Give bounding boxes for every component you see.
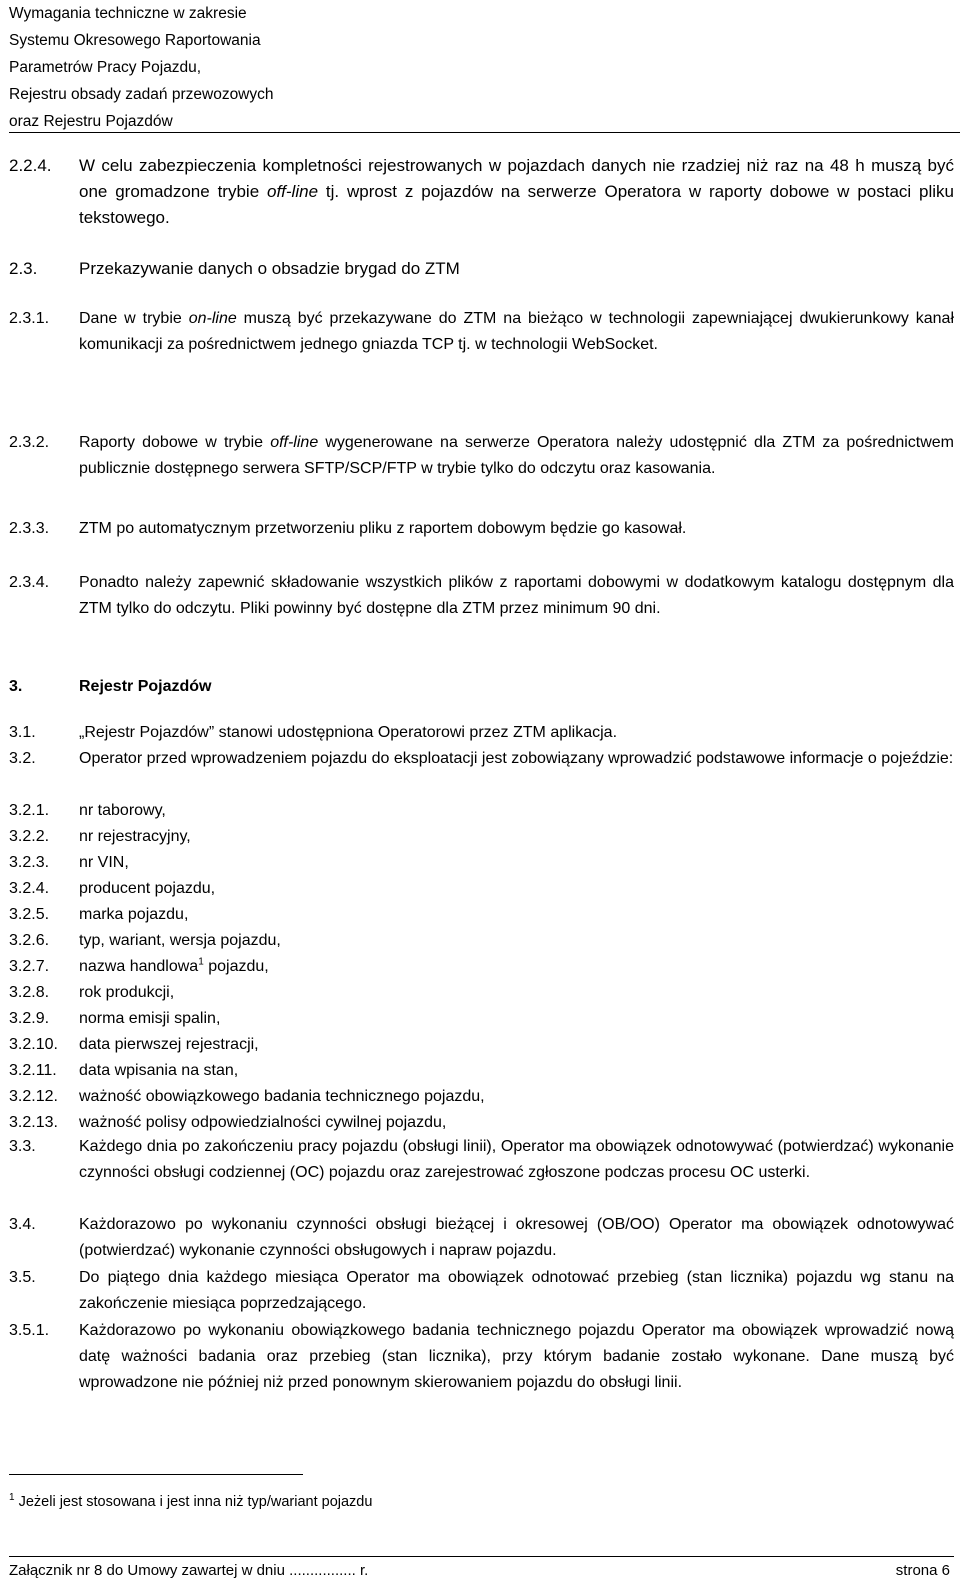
paragraph-text: Raporty dobowe w trybie <box>79 434 271 451</box>
list-item-text: typ, wariant, wersja pojazdu, <box>79 932 281 949</box>
list-item-number: 3.2.8. <box>9 984 50 1001</box>
header-line: Parametrów Pracy Pojazdu, <box>9 59 202 76</box>
section-heading-3 <box>9 674 954 700</box>
paragraph-text: Operator przed wprowadzeniem pojazdu do eksploatacji jest zobowiązany wprowadzić podstawowe informacje o pojeździe: <box>79 750 954 767</box>
list-item-text: producent pojazdu, <box>79 880 216 897</box>
page-number: strona 6 <box>895 1562 950 1579</box>
paragraph-number: 3.4. <box>9 1216 36 1233</box>
list-item-number: 3.2.2. <box>9 828 50 845</box>
paragraph-2-3-3 <box>9 516 954 542</box>
list-item-number: 3.2.10. <box>9 1036 58 1053</box>
list-item-text: data wpisania na stan, <box>79 1062 239 1079</box>
vehicle-info-list <box>9 798 954 1136</box>
header-line: Systemu Okresowego Raportowania <box>9 32 261 49</box>
section-title: Przekazywanie danych o obsadzie brygad do ZTM <box>79 259 460 278</box>
paragraph-emphasis: on-line <box>188 310 237 327</box>
list-item <box>9 928 954 954</box>
paragraph-text: tj. wprost z pojazdów na serwerze Operatora w raporty dobowe w postaci pliku tekstowego. <box>79 182 954 227</box>
paragraph-2-3-2 <box>9 430 954 482</box>
list-item <box>9 850 954 876</box>
list-item-text: ważność polisy odpowiedzialności cywilnej pojazdu, <box>79 1114 447 1131</box>
list-item-number: 3.2.4. <box>9 880 50 897</box>
paragraph-number: 3.5.1. <box>9 1322 50 1339</box>
paragraph-text: Każdorazowo po wykonaniu czynności obsługi bieżącej i okresowej (OB/OO) Operator ma obowiązek odnotowywać (potwierdzać) wykonanie czynności obsługowych i napraw pojazdu. <box>79 1216 954 1259</box>
header-divider <box>9 132 960 133</box>
paragraph-number: 3.5. <box>9 1269 36 1286</box>
list-item-text: ważność obowiązkowego badania technicznego pojazdu, <box>79 1088 485 1105</box>
list-item <box>9 876 954 902</box>
list-item-number: 3.2.1. <box>9 802 50 819</box>
list-item-number: 3.2.6. <box>9 932 50 949</box>
section-number: 2.3. <box>9 259 38 278</box>
list-item <box>9 1032 954 1058</box>
paragraph-number: 2.2.4. <box>9 156 52 175</box>
paragraph-number: 2.3.3. <box>9 520 50 537</box>
list-item-text: nr taborowy, <box>79 802 166 819</box>
footnote-reference: 1 <box>198 956 204 968</box>
header-line: Wymagania techniczne w zakresie <box>9 5 247 22</box>
paragraph-text: Każdorazowo po wykonaniu obowiązkowego badania technicznego pojazdu Operator ma obowiązek wprowadzić nową datę ważności badania oraz przebieg (stan licznika), przy którym badanie zostało wykonane. Dane muszą być wprowadzone nie później niż przed ponownym skierowaniem pojazdu do obsługi linii. <box>79 1322 954 1391</box>
section-title: Rejestr Pojazdów <box>79 678 212 695</box>
footnote-divider <box>9 1474 303 1475</box>
document-header <box>9 0 274 135</box>
list-item <box>9 954 954 980</box>
list-item-text: pojazdu, <box>203 958 269 975</box>
paragraph-3-4 <box>9 1212 954 1264</box>
list-item-number: 3.2.11. <box>9 1062 57 1079</box>
footnote <box>9 1492 372 1512</box>
paragraph-text: Ponadto należy zapewnić składowanie wszystkich plików z raportami dobowymi w dodatkowym katalogu dostępnym dla ZTM tylko do odczytu. Pliki powinny być dostępne dla ZTM przez minimum 90 dni. <box>79 574 954 617</box>
paragraph-3-5 <box>9 1265 954 1317</box>
list-item-text: nr rejestracyjny, <box>79 828 191 845</box>
header-line: Rejestru obsady zadań przewozowych <box>9 86 274 103</box>
section-number: 3. <box>9 678 23 695</box>
list-item-number: 3.2.13. <box>9 1114 58 1131</box>
paragraph-text: W celu zabezpieczenia kompletności rejestrowanych w pojazdach danych nie rzadziej niż raz na 48 h muszą być one gromadzone trybie <box>79 156 954 201</box>
paragraph-text: Do piątego dnia każdego miesiąca Operator ma obowiązek odnotować przebieg (stan licznika) pojazdu wg stanu na zakończenie miesiąca poprzedzającego. <box>79 1269 954 1312</box>
list-item-number: 3.2.7. <box>9 958 50 975</box>
footnote-text: Jeżeli jest stosowana i jest inna niż typ/wariant pojazdu <box>14 1494 373 1510</box>
paragraph-number: 3.2. <box>9 750 36 767</box>
paragraph-number: 2.3.4. <box>9 574 50 591</box>
paragraph-2-3-4 <box>9 570 954 622</box>
list-item <box>9 1058 954 1084</box>
paragraph-text: ZTM po automatycznym przetworzeniu pliku z raportem dobowym będzie go kasował. <box>79 520 687 537</box>
list-item-number: 3.2.3. <box>9 854 50 871</box>
list-item-text: marka pojazdu, <box>79 906 189 923</box>
list-item-number: 3.2.5. <box>9 906 50 923</box>
paragraph-3-1 <box>9 720 954 746</box>
list-item-text: nazwa handlowa <box>79 958 199 975</box>
paragraph-emphasis: off-line <box>270 434 319 451</box>
list-item <box>9 824 954 850</box>
footer-attachment-note: Załącznik nr 8 do Umowy zawartej w dniu ................ r. <box>9 1562 369 1579</box>
list-item-text: data pierwszej rejestracji, <box>79 1036 259 1053</box>
paragraph-number: 2.3.1. <box>9 310 50 327</box>
paragraph-text: wygenerowane na serwerze Operatora należy udostępnić dla ZTM za pośrednictwem publicznie dostępnego serwera SFTP/SCP/FTP w trybie tylko do odczytu oraz kasowania. <box>79 434 955 477</box>
paragraph-emphasis: off-line <box>267 182 319 201</box>
section-heading-2-3 <box>9 256 954 282</box>
paragraph-text: muszą być przekazywane do ZTM na bieżąco w technologii zapewniającej dwukierunkowy kanał komunikacji za pośrednictwem jednego gniazda TCP tj. w technologii WebSocket. <box>79 310 955 353</box>
paragraph-number: 3.3. <box>9 1138 36 1155</box>
list-item-number: 3.2.12. <box>9 1088 58 1105</box>
paragraph-text: „Rejestr Pojazdów” stanowi udostępniona Operatorowi przez ZTM aplikacja. <box>79 724 618 741</box>
list-item <box>9 980 954 1006</box>
list-item <box>9 1084 954 1110</box>
list-item <box>9 1110 954 1136</box>
footnote-mark: 1 <box>9 1492 15 1504</box>
list-item-text: norma emisji spalin, <box>79 1010 221 1027</box>
paragraph-text: Dane w trybie <box>79 310 189 327</box>
paragraph-3-3 <box>9 1134 954 1186</box>
paragraph-2-2-4 <box>9 153 954 231</box>
list-item-number: 3.2.9. <box>9 1010 50 1027</box>
paragraph-number: 2.3.2. <box>9 434 50 451</box>
footer-divider <box>9 1556 954 1557</box>
paragraph-number: 3.1. <box>9 724 36 741</box>
paragraph-3-2 <box>9 746 954 772</box>
list-item-text: rok produkcji, <box>79 984 175 1001</box>
list-item <box>9 1006 954 1032</box>
list-item <box>9 902 954 928</box>
paragraph-3-5-1 <box>9 1318 954 1396</box>
paragraph-text: Każdego dnia po zakończeniu pracy pojazdu (obsługi linii), Operator ma obowiązek odnotowywać (potwierdzać) wykonanie czynności obsługi codziennej (OC) pojazdu oraz zarejestrować zgłoszone podczas procesu OC usterki. <box>79 1138 954 1181</box>
paragraph-2-3-1 <box>9 306 954 358</box>
list-item-text: nr VIN, <box>79 854 129 871</box>
header-line: oraz Rejestru Pojazdów <box>9 113 173 130</box>
list-item <box>9 798 954 824</box>
